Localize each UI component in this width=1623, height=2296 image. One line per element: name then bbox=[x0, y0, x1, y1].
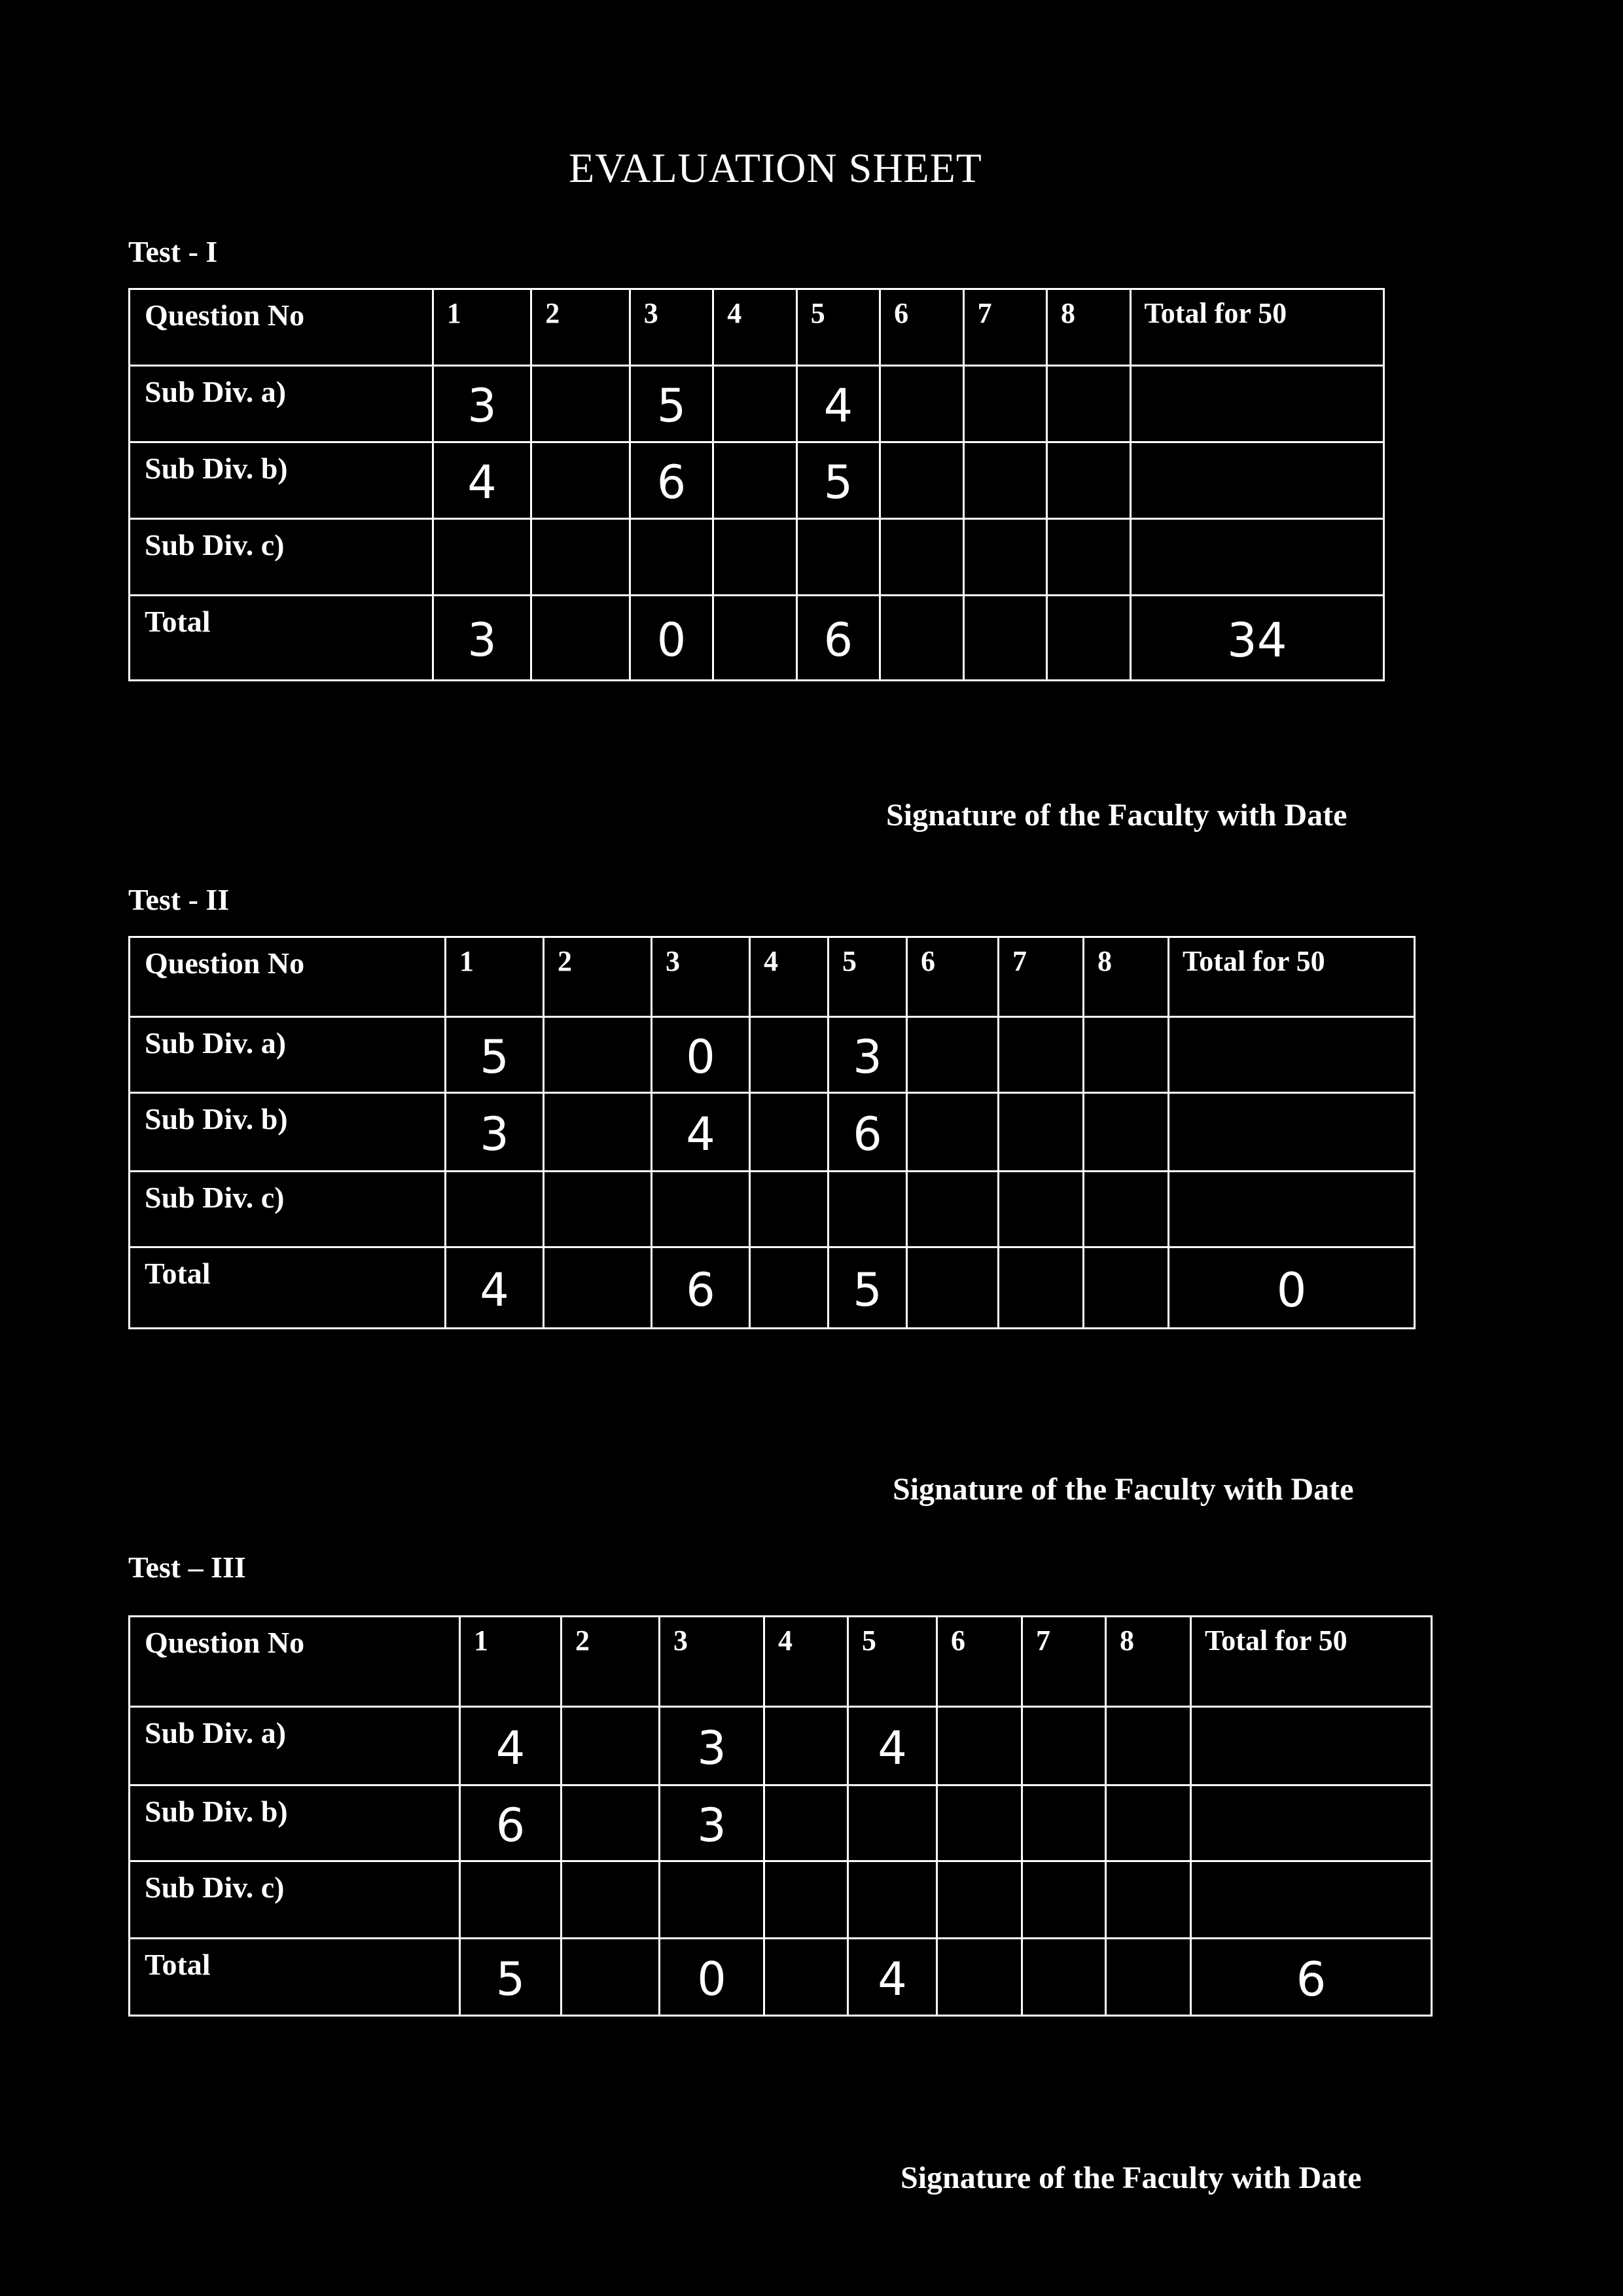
row-label: Sub Div. a) bbox=[130, 1017, 446, 1093]
total-cell: 34 bbox=[1130, 596, 1384, 681]
score-cell bbox=[1022, 1861, 1106, 1939]
header-q5: 5 bbox=[796, 289, 880, 366]
score-cell bbox=[963, 366, 1046, 442]
row-label: Sub Div. c) bbox=[130, 1172, 446, 1247]
score-cell bbox=[750, 1017, 829, 1093]
table-row bbox=[130, 366, 1384, 442]
total-cell bbox=[1169, 1093, 1415, 1172]
header-q8: 8 bbox=[1047, 289, 1130, 366]
header-q7: 7 bbox=[1022, 1617, 1106, 1707]
row-label: Total bbox=[130, 1939, 460, 2016]
total-cell bbox=[1130, 366, 1384, 442]
score-cell bbox=[750, 1093, 829, 1172]
row-label: Sub Div. b) bbox=[130, 1785, 460, 1861]
score-cell: 0 bbox=[660, 1939, 764, 2016]
score-cell bbox=[531, 596, 630, 681]
score-cell bbox=[713, 366, 796, 442]
score-cell bbox=[1106, 1707, 1191, 1785]
total-cell: 0 bbox=[1169, 1247, 1415, 1329]
score-cell bbox=[1084, 1247, 1169, 1329]
table-row bbox=[130, 519, 1384, 596]
score-cell bbox=[1106, 1861, 1191, 1939]
score-cell bbox=[562, 1707, 660, 1785]
score-cell bbox=[1084, 1172, 1169, 1247]
table-row bbox=[130, 1172, 1415, 1247]
score-cell: 3 bbox=[433, 596, 531, 681]
total-cell: 6 bbox=[1191, 1939, 1432, 2016]
row-label: Total bbox=[130, 596, 433, 681]
score-cell bbox=[630, 519, 713, 596]
score-cell bbox=[999, 1017, 1084, 1093]
score-cell bbox=[963, 596, 1046, 681]
score-cell bbox=[880, 442, 963, 519]
score-cell bbox=[764, 1785, 848, 1861]
score-cell bbox=[562, 1785, 660, 1861]
score-cell: 5 bbox=[829, 1247, 907, 1329]
total-cell bbox=[1191, 1707, 1432, 1785]
table-row bbox=[130, 1785, 1432, 1861]
table-row bbox=[130, 1939, 1432, 2016]
table-row bbox=[130, 1247, 1415, 1329]
table-header-row bbox=[130, 937, 1415, 1017]
score-cell: 6 bbox=[829, 1093, 907, 1172]
row-label: Total bbox=[130, 1247, 446, 1329]
table-row bbox=[130, 596, 1384, 681]
score-cell bbox=[544, 1093, 652, 1172]
score-cell bbox=[907, 1247, 999, 1329]
score-cell bbox=[1084, 1017, 1169, 1093]
table-row bbox=[130, 1017, 1415, 1093]
score-cell bbox=[880, 366, 963, 442]
score-cell bbox=[907, 1172, 999, 1247]
header-question-no: Question No bbox=[130, 1617, 460, 1707]
score-cell bbox=[937, 1785, 1022, 1861]
score-cell bbox=[713, 519, 796, 596]
row-label: Sub Div. a) bbox=[130, 366, 433, 442]
score-cell bbox=[999, 1172, 1084, 1247]
score-cell bbox=[764, 1861, 848, 1939]
score-cell bbox=[750, 1172, 829, 1247]
score-cell: 3 bbox=[433, 366, 531, 442]
score-cell: 0 bbox=[630, 596, 713, 681]
score-cell bbox=[1022, 1939, 1106, 2016]
score-cell: 6 bbox=[652, 1247, 750, 1329]
header-q1: 1 bbox=[446, 937, 544, 1017]
score-cell bbox=[999, 1247, 1084, 1329]
header-q1: 1 bbox=[460, 1617, 562, 1707]
score-cell bbox=[937, 1939, 1022, 2016]
score-cell bbox=[848, 1785, 937, 1861]
test-3-table bbox=[128, 1615, 1433, 2017]
score-cell bbox=[963, 519, 1046, 596]
header-total-for-50: Total for 50 bbox=[1130, 289, 1384, 366]
score-cell bbox=[937, 1861, 1022, 1939]
row-label: Sub Div. c) bbox=[130, 519, 433, 596]
header-question-no: Question No bbox=[130, 289, 433, 366]
score-cell: 3 bbox=[446, 1093, 544, 1172]
score-cell: 5 bbox=[796, 442, 880, 519]
score-cell bbox=[937, 1707, 1022, 1785]
page-title: EVALUATION SHEET bbox=[569, 145, 982, 191]
table-row bbox=[130, 442, 1384, 519]
header-q8: 8 bbox=[1084, 937, 1169, 1017]
faculty-signature-label: Signature of the Faculty with Date bbox=[886, 798, 1347, 833]
score-cell: 0 bbox=[652, 1017, 750, 1093]
score-cell: 4 bbox=[796, 366, 880, 442]
score-cell: 4 bbox=[460, 1707, 562, 1785]
total-cell bbox=[1169, 1017, 1415, 1093]
score-cell bbox=[460, 1861, 562, 1939]
test-2-label: Test - II bbox=[128, 883, 230, 916]
score-cell: 3 bbox=[660, 1707, 764, 1785]
score-cell bbox=[1106, 1939, 1191, 2016]
score-cell: 4 bbox=[848, 1707, 937, 1785]
score-cell bbox=[1084, 1093, 1169, 1172]
table-row bbox=[130, 1093, 1415, 1172]
header-q2: 2 bbox=[531, 289, 630, 366]
header-q4: 4 bbox=[750, 937, 829, 1017]
total-cell bbox=[1130, 519, 1384, 596]
header-q5: 5 bbox=[829, 937, 907, 1017]
score-cell: 4 bbox=[848, 1939, 937, 2016]
header-question-no: Question No bbox=[130, 937, 446, 1017]
score-cell bbox=[848, 1861, 937, 1939]
score-cell bbox=[660, 1861, 764, 1939]
score-cell bbox=[1047, 366, 1130, 442]
test-1-table bbox=[128, 288, 1385, 681]
header-q6: 6 bbox=[937, 1617, 1022, 1707]
score-cell bbox=[829, 1172, 907, 1247]
score-cell bbox=[907, 1093, 999, 1172]
score-cell bbox=[880, 596, 963, 681]
score-cell bbox=[764, 1707, 848, 1785]
score-cell bbox=[544, 1247, 652, 1329]
score-cell bbox=[446, 1172, 544, 1247]
total-cell bbox=[1191, 1785, 1432, 1861]
row-label: Sub Div. a) bbox=[130, 1707, 460, 1785]
score-cell bbox=[562, 1861, 660, 1939]
score-cell bbox=[764, 1939, 848, 2016]
header-q2: 2 bbox=[562, 1617, 660, 1707]
score-cell: 4 bbox=[446, 1247, 544, 1329]
score-cell bbox=[1022, 1707, 1106, 1785]
header-q3: 3 bbox=[630, 289, 713, 366]
score-cell: 5 bbox=[446, 1017, 544, 1093]
header-q6: 6 bbox=[880, 289, 963, 366]
score-cell bbox=[750, 1247, 829, 1329]
score-cell bbox=[562, 1939, 660, 2016]
header-q4: 4 bbox=[713, 289, 796, 366]
score-cell bbox=[907, 1017, 999, 1093]
score-cell bbox=[999, 1093, 1084, 1172]
test-2-table bbox=[128, 936, 1416, 1329]
score-cell bbox=[713, 442, 796, 519]
header-q4: 4 bbox=[764, 1617, 848, 1707]
header-q8: 8 bbox=[1106, 1617, 1191, 1707]
score-cell: 5 bbox=[460, 1939, 562, 2016]
score-cell bbox=[531, 519, 630, 596]
header-total-for-50: Total for 50 bbox=[1169, 937, 1415, 1017]
header-q3: 3 bbox=[652, 937, 750, 1017]
score-cell bbox=[433, 519, 531, 596]
table-header-row bbox=[130, 1617, 1432, 1707]
score-cell bbox=[544, 1172, 652, 1247]
table-header-row bbox=[130, 289, 1384, 366]
header-q7: 7 bbox=[999, 937, 1084, 1017]
score-cell bbox=[1022, 1785, 1106, 1861]
header-q5: 5 bbox=[848, 1617, 937, 1707]
header-q1: 1 bbox=[433, 289, 531, 366]
total-cell bbox=[1130, 442, 1384, 519]
table-row bbox=[130, 1707, 1432, 1785]
header-total-for-50: Total for 50 bbox=[1191, 1617, 1432, 1707]
score-cell bbox=[880, 519, 963, 596]
header-q7: 7 bbox=[963, 289, 1046, 366]
header-q3: 3 bbox=[660, 1617, 764, 1707]
score-cell: 3 bbox=[829, 1017, 907, 1093]
score-cell bbox=[1106, 1785, 1191, 1861]
score-cell bbox=[963, 442, 1046, 519]
faculty-signature-label: Signature of the Faculty with Date bbox=[901, 2161, 1362, 2195]
score-cell bbox=[796, 519, 880, 596]
score-cell bbox=[1047, 596, 1130, 681]
score-cell: 3 bbox=[660, 1785, 764, 1861]
score-cell bbox=[713, 596, 796, 681]
score-cell: 6 bbox=[796, 596, 880, 681]
score-cell bbox=[531, 442, 630, 519]
total-cell bbox=[1191, 1861, 1432, 1939]
test-1-label: Test - I bbox=[128, 235, 218, 268]
row-label: Sub Div. c) bbox=[130, 1861, 460, 1939]
row-label: Sub Div. b) bbox=[130, 442, 433, 519]
faculty-signature-label: Signature of the Faculty with Date bbox=[893, 1472, 1354, 1507]
header-q6: 6 bbox=[907, 937, 999, 1017]
score-cell bbox=[1047, 442, 1130, 519]
score-cell: 6 bbox=[460, 1785, 562, 1861]
score-cell: 4 bbox=[652, 1093, 750, 1172]
header-q2: 2 bbox=[544, 937, 652, 1017]
score-cell: 4 bbox=[433, 442, 531, 519]
row-label: Sub Div. b) bbox=[130, 1093, 446, 1172]
score-cell bbox=[544, 1017, 652, 1093]
table-row bbox=[130, 1861, 1432, 1939]
score-cell: 6 bbox=[630, 442, 713, 519]
score-cell bbox=[531, 366, 630, 442]
score-cell bbox=[652, 1172, 750, 1247]
test-3-label: Test – III bbox=[128, 1551, 246, 1584]
score-cell: 5 bbox=[630, 366, 713, 442]
total-cell bbox=[1169, 1172, 1415, 1247]
score-cell bbox=[1047, 519, 1130, 596]
